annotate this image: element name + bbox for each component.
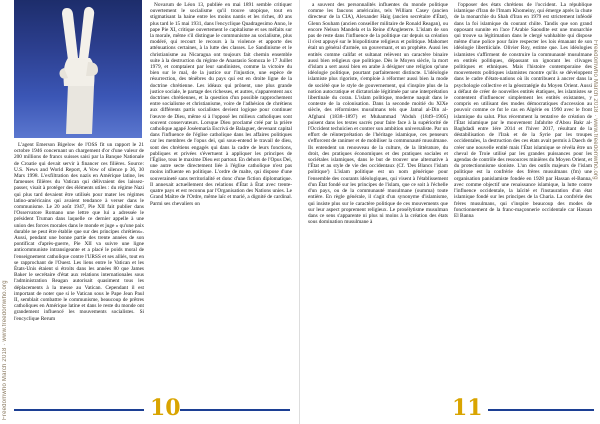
side-running-label: Freedomwho March 2018 · www.freedomwho.org (2, 280, 8, 420)
page-number: 10 (150, 395, 181, 421)
side-running-label: Freedomwho March 2018 · www.freedomwho.org (592, 40, 598, 180)
column-text-left-1 (14, 142, 144, 394)
paragraph: Novarum de Léon 13, publiée en mai 1891 semble critiquer ouvertement le socialisme qu'il trouve utopique, tout en stigmatisant la haine entre les moins nantis et les riches, 40 ans plus tard le 15 mai 1931, dans l'encyclique Quadragesimo Anno, le pape Pie XI, critique ouvertement le capitalisme et ses méfaits sur la morale, même s'il distingue le communisme au socialisme, plus modéré, qui recourt le recours à la violence et apporte des atténuations certaines, à la lutte des classes. Le Sandinisme et le christianisme au Nicaragua ont toujours fait chemin ensemble suite à la destruction du régime de Anastasio Somoza le 17 Juillet 1979, et comptaient par leur sandinistes, comme la victoire du bien sur le mal, de la justice sur l'injustice, une espèce de résurrection, des ténèbres du pays qui est en droite ligne de la doctrine chrétienne. Les idéaux qui prônent, une plus grande justice sociale, le partage des richesses, et autres, s'apparentent aux doctrines chrétiennes, et la question d'un possible rapprochement entre socialisme et christianisme, voire de l'adhésion de chrétiens aux différents partis socialistes devient logique pour continuer l'œuvre de Dieu, même si à l'opposé les milieux catholiques sont souvent conservateurs. Lorsque Dieu proclamé créé par la prière catholique agapé Joséemaría Escrivá de Balaguer, devenant capital dans l'influence de l'église catholique dans les affaires politiques car les membres de l'opus dei, qui sous-entend le travail de dieu, sont des chrétiens engagés qui dans la cadre de leurs fonctions, publiques et privées s'évertuent à appliquer les principes de l'Église, tous le maxime Dieu est partout. En dehors de l'Opus Dei, une autre secte directement liée à l'église catholique n'est pas moins influente en politique. L'ordre de malte, qui dispose d'une souveraineté sans territorialité et donc d'une fiction diplomatique. Il annexait actuellement des relations d'État à État avec trente-quatre pays et est reconnu par l'Organisation des Nations unies. Le Grand Maître de l'Ordre, même laïc et marié, a dignité de cardinal. Parmi ses chevaliers on (150, 2, 292, 207)
paragraph: a souvent des personnalités influentes du monde politique comme les faucons américains, tels William Casey (ancien directeur de la CIA), Alexander Haig (ancien secrétaire d'État), Glenn Souham (ancien conseiller militaire de Ronald Reagan), ou encore Nelson Mandela et la Reine d'Angleterre. L'islam de son pas de reste dans l'influence de la politique car depuis sa création il s'est appuyé sur le biopolitisme religieux et politique. Mahomet était un général d'armée, un gouvernant, et un prophète. Aussi les entités comme califat et sultanat relèvent un caractère binaire aussi bien religieux que politique. Dès le Moyen siècle, la mort d'islam a sert aussi bien en arabe à désigner une religion qu'une idéologie politique, pourtant parfaitement distincte. L'idéologie islamiste plus rigoriste, s'emploie à réformer aussi bien la mode de société que le style de gouvernement, qui s'inspire plus de la notion autocratique et dictatoriale légitimée par une interprétation libertinale du coran. L'islam politique, moderne naquit dans le contexte de la colonisation. Dans la seconde moitié du XIXe siècle, des réformistes musulmans tels que Jamal al-Din al-Afghani (1838–1897) et Muhammad 'Abduh (1849–1905) puisent dans les textes sacrés pour faire face à la supériorité de l'Occident technicien et contrer son ambition universaliste. Par un effort de réinterprétation de l'héritage islamique, ces penseurs s'efforcent de ranimer et de mobiliser la communauté musulmane. Ils entendent un renouveau de la culture, de la littérature, du droit, des pratiques économiques et des pratiques sociales et sociétales islamiques, dans le but de trouver une alternative à l'État et au style de vie des occidentaux (Cf. 'Des Blancs l'islam politique') L'islam politique est un nom générique pour l'ensemble des courants idéologiques, qui visent à l'établissement d'un État fondé sur les principes de l'islam, que ce soit à l'échelle d'un pays, ou de la communauté musulmane (oumma) toute entière. En règle générale, il s'agit d'un synonyme d'islamisme, qui insiste plus sur le caractère politique de ces mouvements que sur leur aspect proprement religieux. Le prosélytisme musulman dans ce sens s'apparente ni plus ni moins à la création des états sous domination musulmane à (308, 2, 448, 226)
footer-rule (488, 409, 594, 411)
column-text-left-2 (150, 2, 292, 394)
paragraph: l'opposer des états chrétiens de l'occident. La république islamique d'Iran de l'Imam Khomeiny, qui émerge après la chute de la monarchie du Shah d'Iran en 1979 est strictement inféodé dans la foi islamique du courant chiite. Tandis que son grand opposant sunnite en l'ace l'Arabie Saoudite est une monarchie qui trouve sa légitimation dans le clergé wahhabite qui dispose même d'une police pour faire respecter les lois émanant de son idéologie libertiiciale. Olivier Roy, estime que. Les idéologies islamistes s'affirment de construire la communauté musulmane en entités politiques, dépassant un ignorant les clivages politiques et ethniques. Mais l'histoire contemporaine des mouvements politiques islamistes montre qu'ils se développent dans le cadre d'états-nations où ils contribuent à ancrer dans la psychologie collective et la géostratégie du Moyen Orient. Aussi a défaut de créer de nouvelles entités étatiques, les islamistes se contentent d'influencer simplement les entités existantes, y compris en utilisant des modes démocratiques d'accession au pouvoir comme ce fut le cas en Algérie en 1990 avec le front islamique du salut. Plus récemment la tentative de création de l'État islamique par le mouvement Jafahrite d'Abou Bakr al-Baghdadi entre 1ére 2014 et l'hiver 2017, résultant de la déstabilisation de l'Irak et de la Syrie par les troupes occidentales, la destruction des ces états avait permis à Daech de créer une nouvelle entité mais l'État islamique se révéla être un cheval de Troie utilisé par les grandes puissances pour les agendas de contrôle des ressources minières du Moyen Orient, et du protectionnisme sioniste. L'un des outils majeurs de l'islam politique est la confrérie des frères musulmans (fm) une organisation panislamiste fondée en 1928 par Hassan el-Banna, avec comme objectif une renaissance islamique, la lutte contre l'influence occidentale, la laïcité et l'instauration d'un état islamique fondé sur les principes de la Charia. La confrérie des frères musulmans, qui s'inspire beaucoup des modes de fonctionnement de la franc-maçonnerie occidentale car Hassan El Banna (454, 2, 592, 219)
paragraph: L'agent Emerson Bigelow de l'OSS fit un rapport le 21 octobre 1946 concernant un chargement d'or d'une valeur de 200 millions de francs suisses saisi par la Banque Nationale de Croatie qui devait servir à financer ces filières. Source: U.S. News and World Report, A Vow of silence p 36, 30 Mars 1998. L'exfiltration des nazis en Amérique latine, les fameuses filières du Vatican qui délivraient des laissez-passer, visait à protéger des éléments utiles : du régime Nazi qui plus tard devaient être utilisés pour mater les régimes latino-américains qui avaient tendance à verser dans le communisme. Le 20 août 1947, Pie XII fait publier dans l'Osservatore Romano une lettre que lui a adressée le président Truman dans laquelle ce dernier appelle à une union des forces morales dans le monde et juge « qu'une paix durable ne peut être établie que sur des principes chrétiens». Aussi, pendant une bonne partie des trente années de son pontificat d'après-guerre, Pie XII va suivre une ligne anticommuniste intransigeante et a placé le poids moral de l'enseignement catholique contre l'URSS et ses alliés, tout en se rapprochant de l'Ouest. Les liens entre le Vatican et les États-Unis étaient si étroits dans les années 80 que James Baker le secrétaire d'état aux relations internationales sous l'administration Reagan autorisait quasiment tous les déplacements à la messe au Vatican. Cependant il est important de noter que si le Vatican sous le Pape Jean Paul II, semblait combattre le communisme, beaucoup de prêtres catholiques en Amérique latine et dans le reste du monde ont grandement influencé les mouvements socialistes. Si l'encyclique Rerum (14, 142, 144, 322)
column-text-right-2 (454, 2, 592, 394)
peace-sign-hand-photo (14, 0, 142, 138)
column-text-right-1 (308, 2, 448, 394)
peace-sign-hand-icon (52, 6, 104, 134)
footer-rule (14, 409, 144, 411)
right-page (300, 0, 600, 424)
footer-rule (180, 409, 290, 411)
page-number: 11 (452, 395, 483, 421)
